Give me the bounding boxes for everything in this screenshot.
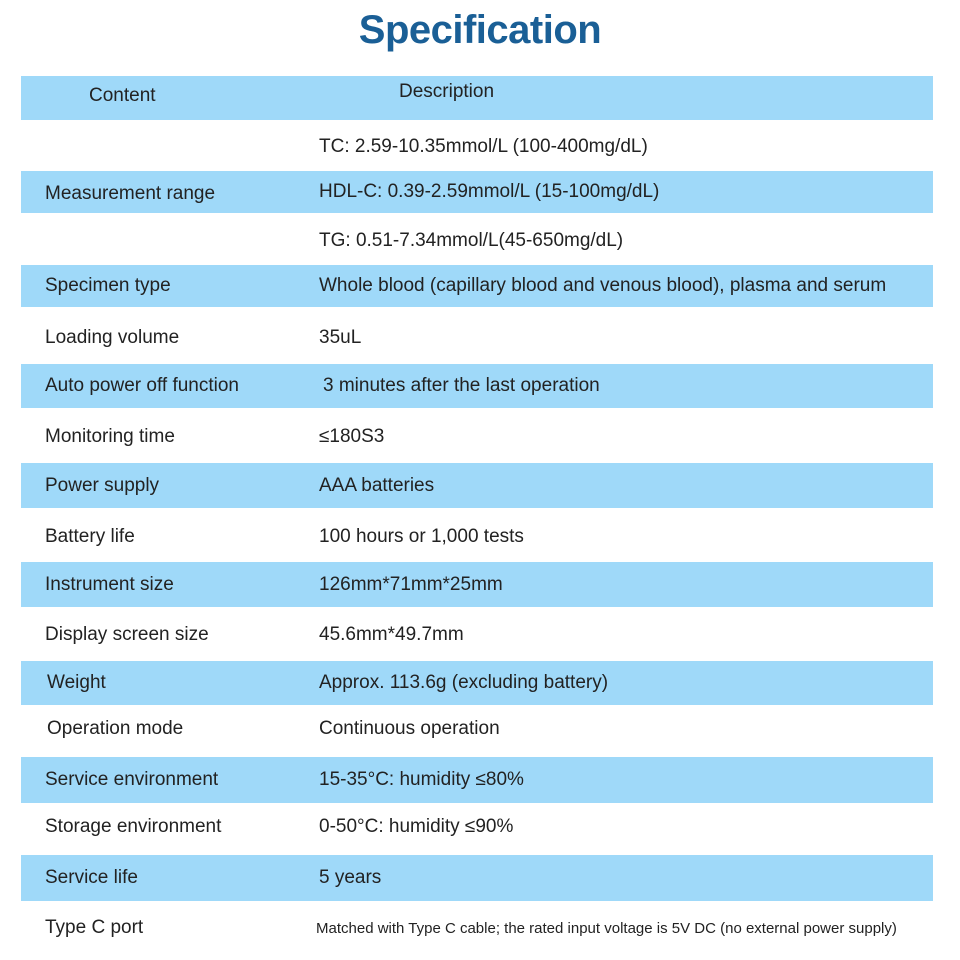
table-row (21, 661, 933, 705)
row-content: Auto power off function (45, 375, 239, 396)
row-description: 126mm*71mm*25mm (319, 573, 503, 595)
page-title: Specification (358, 8, 602, 52)
table-row (21, 757, 933, 803)
table-row (21, 612, 933, 658)
row-description: 3 minutes after the last operation (323, 375, 600, 396)
row-description: 15-35°C: humidity ≤80% (319, 769, 524, 790)
row-content: Storage environment (45, 816, 222, 837)
row-content: Operation mode (47, 718, 184, 739)
row-description: TG: 0.51-7.34mmol/L(45-650mg/dL) (319, 230, 624, 251)
row-description: 100 hours or 1,000 tests (319, 526, 524, 547)
table-row (21, 414, 933, 460)
row-content: Loading volume (45, 327, 180, 348)
table-row (21, 706, 933, 752)
row-description: Approx. 113.6g (excluding battery) (319, 672, 609, 693)
table-row (21, 265, 933, 307)
row-content: Service environment (45, 769, 219, 790)
row-content: Monitoring time (45, 426, 175, 447)
table-header (21, 76, 933, 120)
table-row (21, 514, 933, 560)
table-row (21, 562, 933, 607)
row-description: ≤180S3 (319, 426, 385, 447)
row-description: 45.6mm*49.7mm (319, 624, 464, 645)
table-row (21, 804, 933, 850)
row-content: Power supply (45, 474, 160, 496)
row-content: Instrument size (45, 573, 174, 595)
table-row (21, 124, 933, 170)
header-content: Content (89, 85, 156, 106)
table-row (21, 315, 933, 361)
row-content: Display screen size (45, 624, 209, 645)
row-content: Specimen type (45, 275, 171, 296)
table-row (21, 171, 933, 213)
table-row (21, 905, 933, 951)
row-description: HDL-C: 0.39-2.59mmol/L (15-100mg/dL) (319, 181, 660, 202)
row-description: 35uL (319, 327, 362, 348)
row-description: Continuous operation (319, 718, 500, 739)
row-description: Matched with Type C cable; the rated input voltage is 5V DC (no external power supply) (316, 919, 897, 937)
row-content: Measurement range (45, 183, 216, 204)
row-description: 5 years (319, 867, 382, 888)
row-description: Whole blood (capillary blood and venous blood), plasma and serum (319, 275, 887, 296)
row-content: Service life (45, 867, 138, 888)
row-description: 0-50°C: humidity ≤90% (319, 816, 514, 837)
table-row (21, 218, 933, 264)
row-description: AAA batteries (319, 474, 435, 496)
table-row (21, 463, 933, 508)
row-content: Type C port (45, 917, 144, 938)
header-description: Description (399, 81, 495, 102)
table-row (21, 855, 933, 901)
row-description: TC: 2.59-10.35mmol/L (100-400mg/dL) (319, 136, 648, 157)
row-content: Weight (47, 672, 106, 693)
row-content: Battery life (45, 526, 135, 547)
table-row (21, 364, 933, 408)
